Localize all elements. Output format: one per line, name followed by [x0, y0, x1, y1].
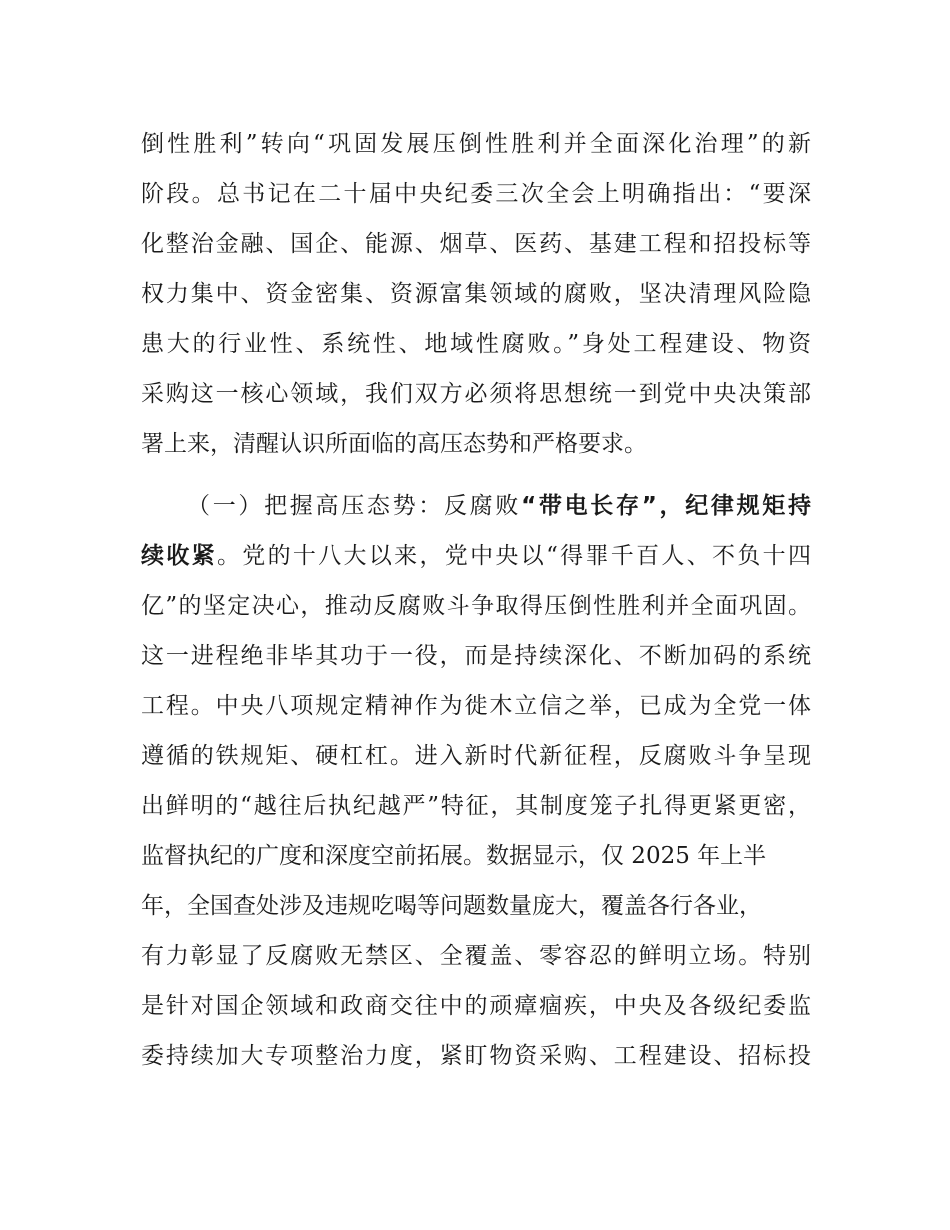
paragraph-2-line-2-text: 。党的十八大以来，党中央以“得罪千百人、不负十四	[216, 543, 811, 569]
paragraph-2-line-5: 工程。中央八项规定精神作为徙木立信之举，已成为全党一体	[141, 693, 811, 719]
paragraph-2-line-7: 出鲜明的“越往后执纪越严”特征，其制度笼子扎得更紧更密，	[141, 793, 811, 819]
paragraph-2-line-1	[187, 490, 811, 522]
paragraph-2-line-3: 亿”的坚定决心，推动反腐败斗争取得压倒性胜利并全面巩固。	[141, 593, 811, 619]
section-heading-prefix: （一）把握高压态势：反腐败	[187, 493, 522, 519]
paragraph-1-line-6: 采购这一核心领域，我们双方必须将思想统一到党中央决策部	[141, 381, 811, 407]
paragraph-1-line-3: 化整治金融、国企、能源、烟草、医药、基建工程和招投标等	[141, 231, 811, 257]
paragraph-1-line-4: 权力集中、资金密集、资源富集领域的腐败，坚决清理风险隐	[141, 281, 811, 307]
paragraph-2-line-11: 是针对国企领域和政商交往中的顽瘴痼疾，中央及各级纪委监	[141, 993, 811, 1019]
paragraph-1-line-5: 患大的行业性、系统性、地域性腐败。”身处工程建设、物资	[141, 331, 811, 357]
paragraph-1-line-7: 署上来，清醒认识所面临的高压态势和严格要求。	[141, 431, 647, 457]
paragraph-1-line-1: 倒性胜利”转向“巩固发展压倒性胜利并全面深化治理”的新	[141, 131, 811, 157]
paragraph-2-line-2	[141, 540, 811, 572]
section-heading-bold: “带电长存”，纪律规矩持	[521, 493, 811, 519]
section-heading-bold-end: 续收紧	[141, 543, 217, 569]
paragraph-2-line-4: 这一进程绝非毕其功于一役，而是持续深化、不断加码的系统	[141, 643, 811, 669]
paragraph-2-line-8: 监督执纪的广度和深度空前拓展。数据显示，仅 2025 年上半	[141, 843, 767, 869]
paragraph-1-line-2: 阶段。总书记在二十届中央纪委三次全会上明确指出：“要深	[141, 181, 811, 207]
paragraph-2-line-6: 遵循的铁规矩、硬杠杠。进入新时代新征程，反腐败斗争呈现	[141, 743, 811, 769]
paragraph-2-line-10: 有力彰显了反腐败无禁区、全覆盖、零容忍的鲜明立场。特别	[141, 943, 811, 969]
paragraph-2-line-9: 年，全国查处涉及违规吃喝等问题数量庞大，覆盖各行各业，	[141, 893, 762, 919]
paragraph-2-line-12: 委持续加大专项整治力度，紧盯物资采购、工程建设、招标投	[141, 1043, 811, 1069]
